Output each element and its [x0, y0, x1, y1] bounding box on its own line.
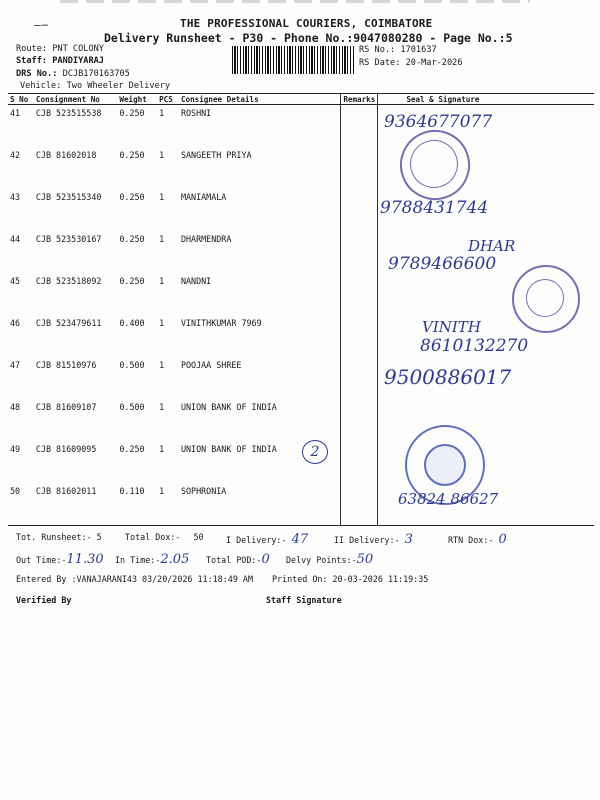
- top-edge-mark: [60, 0, 530, 3]
- out-time-value: 11.30: [66, 552, 104, 567]
- union-bank-logo-icon: [424, 444, 466, 486]
- rs-no-line: RS No.: 1701637: [359, 45, 437, 55]
- drs-value: DCJB170163705: [62, 69, 130, 79]
- in-time-value: 2.05: [160, 552, 190, 567]
- table-row: 41 CJB 523515538 0.250 1 ROSHNI: [8, 105, 594, 148]
- delvy-points-value: 50: [356, 552, 374, 567]
- tot-runsheet: Tot. Runsheet:- 5: [16, 532, 102, 542]
- vehicle-line: Vehicle: Two Wheeler Delivery: [20, 81, 171, 91]
- company-title: THE PROFESSIONAL COURIERS, COIMBATORE: [180, 17, 433, 30]
- table-row: 45 CJB 523518092 0.250 1 NANDNI: [8, 273, 594, 315]
- staff-signature: Staff Signature: [266, 595, 342, 605]
- table-row: 42 CJB 81602018 0.250 1 SANGEETH PRIYA: [8, 147, 594, 189]
- rs-date-value: 20-Mar-2026: [405, 58, 463, 68]
- drs-line: DRS No.: DCJB170163705: [16, 69, 130, 79]
- rs-date-line: RS Date: 20-Mar-2026: [359, 58, 463, 68]
- route-value: PNT COLONY: [52, 44, 104, 54]
- staff-line: Staff: PANDIYARAJ: [16, 56, 104, 66]
- table-row: 44 CJB 523530167 0.250 1 DHARMENDRA: [8, 231, 594, 273]
- col-seal: Seal & Signature: [378, 94, 594, 105]
- rtn-dox: RTN Dox:- 0: [448, 532, 507, 547]
- staff-value: PANDIYARAJ: [52, 56, 104, 66]
- col-consignee: Consignee Details: [179, 94, 341, 105]
- runsheet-subtitle: Delivery Runsheet - P30 - Phone No.:9047080280 - Page No.:5: [104, 31, 513, 45]
- rtn-dox-value: 0: [498, 532, 507, 547]
- table-header-row: [8, 94, 594, 105]
- signature-row-44-name: DHAR: [468, 237, 516, 255]
- delvy-points: Delvy Points:-50: [286, 552, 374, 567]
- col-weight: Weight: [117, 94, 157, 105]
- out-time: Out Time:-11.30: [16, 552, 104, 567]
- table-row: 50 CJB 81602011 0.110 1 SOPHRONIA: [8, 483, 594, 526]
- i-delivery-value: 47: [291, 532, 309, 547]
- corner-scribble: –−: [34, 18, 49, 32]
- signature-row-50: 63824 86627: [398, 490, 499, 508]
- total-pod: Total POD:-0: [206, 552, 270, 567]
- i-delivery: I Delivery:- 47: [226, 532, 309, 547]
- col-sno: S No: [8, 94, 34, 105]
- table-row: 49 CJB 81609095 0.250 1 UNION BANK OF INDIA: [8, 441, 594, 483]
- table-row: 43 CJB 523515340 0.250 1 MANIAMALA: [8, 189, 594, 231]
- total-dox: Total Dox:- 50: [125, 532, 204, 542]
- barcode: [232, 46, 354, 74]
- ii-delivery-value: 3: [404, 532, 413, 547]
- entered-by: Entered By :VANAJARANI43 03/20/2026 11:18:49 AM: [16, 574, 253, 584]
- col-consignment: Consignment No: [34, 94, 118, 105]
- signature-row-46-phone: 8610132270: [420, 336, 529, 356]
- table-body: [8, 105, 594, 526]
- total-dox-value: 50: [193, 532, 204, 542]
- table-row: 47 CJB 81510976 0.500 1 POOJAA SHREE: [8, 357, 594, 399]
- printed-on: Printed On: 20-03-2026 11:19:35: [272, 574, 429, 584]
- col-pcs: PCS: [157, 94, 179, 105]
- signature-row-43: 9788431744: [380, 198, 489, 218]
- ii-delivery: II Delivery:- 3: [334, 532, 413, 547]
- circled-mark-row-49: 2: [302, 440, 328, 464]
- signature-row-44-phone: 9789466600: [388, 254, 497, 274]
- table-row: 48 CJB 81609107 0.500 1 UNION BANK OF INDIA: [8, 399, 594, 441]
- courier-stamp-inner: [526, 279, 564, 317]
- route-line: Route: PNT COLONY: [16, 44, 104, 54]
- total-pod-value: 0: [261, 552, 270, 567]
- col-remarks: Remarks: [341, 94, 378, 105]
- signature-row-46-name: VINITH: [422, 318, 481, 336]
- consignment-table: [8, 93, 594, 526]
- table-row: 46 CJB 523479611 0.400 1 VINITHKUMAR 7969: [8, 315, 594, 357]
- signature-row-47: 9500886017: [384, 365, 512, 389]
- in-time: In Time:-2.05: [115, 552, 190, 567]
- verified-by: Verified By: [16, 595, 72, 605]
- vehicle-value: Two Wheeler Delivery: [66, 81, 171, 91]
- signature-row-41: 9364677077: [384, 112, 493, 132]
- rs-no-value: 1701637: [400, 45, 437, 55]
